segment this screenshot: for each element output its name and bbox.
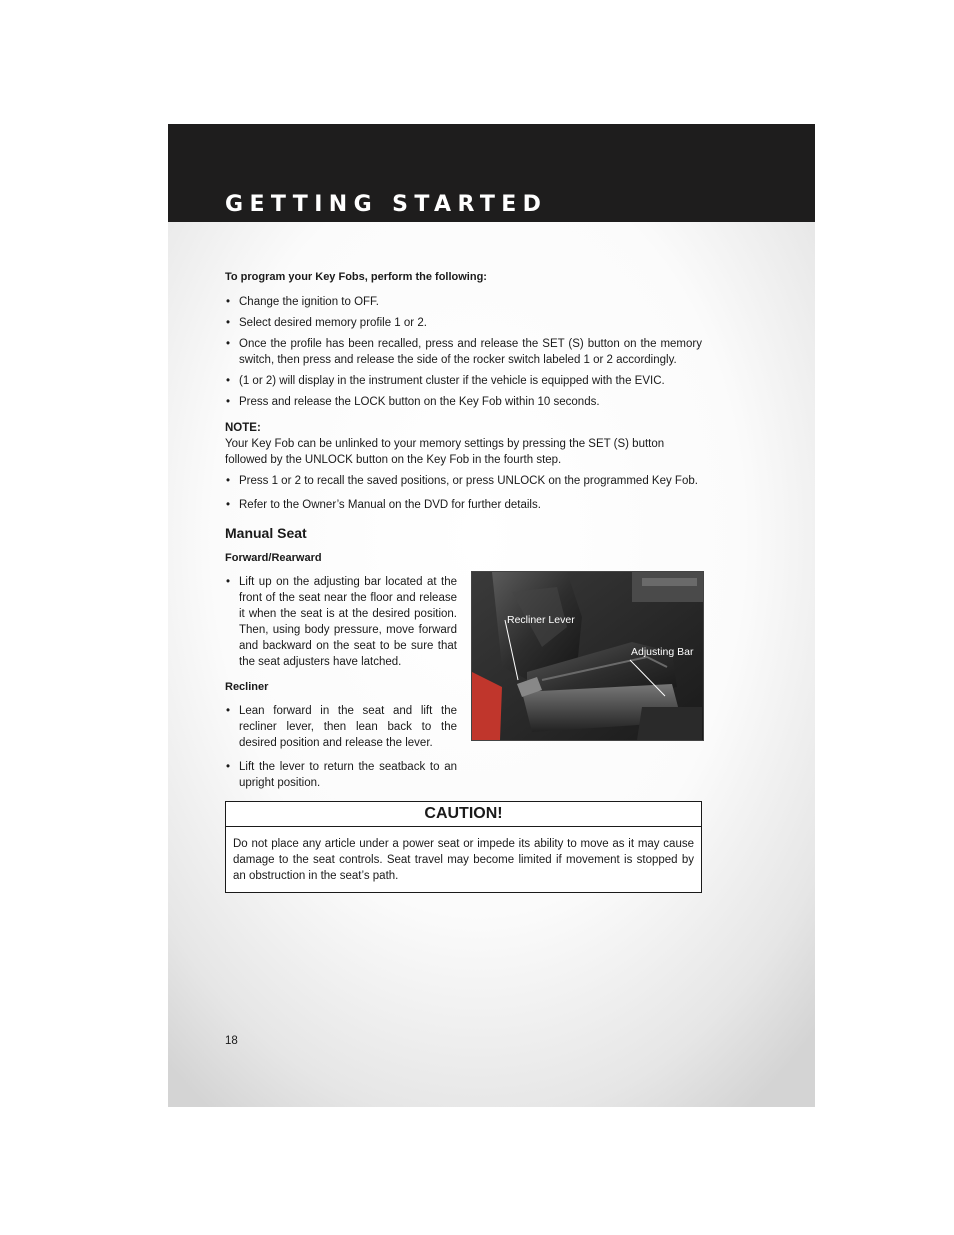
list-item: • Select desired memory profile 1 or 2. xyxy=(225,315,702,331)
section-title: GETTING STARTED xyxy=(225,192,548,217)
adjusting-bar-label: Adjusting Bar xyxy=(631,646,694,658)
list-item: • Press 1 or 2 to recall the saved positions, or press UNLOCK on the programmed Key Fob. xyxy=(225,473,702,489)
key-fob-intro: To program your Key Fobs, perform the following: xyxy=(225,271,487,283)
key-fob-steps xyxy=(225,294,702,410)
key-fob-extra xyxy=(225,473,702,513)
recliner-heading: Recliner xyxy=(225,681,269,693)
note-text: Your Key Fob can be unlinked to your memory settings by pressing the SET (S) button followed by the UNLOCK button on the Key Fob in the fourth step. xyxy=(225,438,665,466)
recliner-lever-label: Recliner Lever xyxy=(507,614,575,626)
forward-rearward-heading: Forward/Rearward xyxy=(225,552,322,564)
list-item: • Press and release the LOCK button on the Key Fob within 10 seconds. xyxy=(225,394,702,410)
list-item: • Refer to the Owner’s Manual on the DVD for further details. xyxy=(225,497,702,513)
manual-seat-section xyxy=(225,574,702,800)
list-item: • Lift the lever to return the seatback to an upright position. xyxy=(225,759,457,791)
seat-photo xyxy=(471,571,704,741)
page-content xyxy=(225,269,702,800)
list-item: • (1 or 2) will display in the instrument cluster if the vehicle is equipped with the EVIC. xyxy=(225,373,702,389)
list-item: • Once the profile has been recalled, press and release the SET (S) button on the memory switch, then press and release the side of the rocker switch labeled 1 or 2 accordingly. xyxy=(225,336,702,368)
forward-items xyxy=(225,574,457,670)
manual-seat-text xyxy=(225,574,457,796)
caution-box xyxy=(225,801,702,893)
note-label: NOTE: xyxy=(225,422,261,434)
list-item: • Lift up on the adjusting bar located at the front of the seat near the floor and release it when the seat is at the desired position. Then, using body pressure, move forward and backward on the seat to be sure that the seat adjusters have latched. xyxy=(225,574,457,670)
caution-title: CAUTION! xyxy=(226,802,701,827)
manual-page xyxy=(168,124,815,1107)
section-header xyxy=(168,124,815,222)
caution-text: Do not place any article under a power seat or impede its ability to move as it may cause damage to the seat controls. Seat travel may become limited if movement is stopped by an obstruction in the seat’s path. xyxy=(233,838,694,882)
manual-seat-title: Manual Seat xyxy=(225,525,307,541)
recliner-items xyxy=(225,703,457,791)
list-item: • Change the ignition to OFF. xyxy=(225,294,702,310)
page-number: 18 xyxy=(225,1035,238,1047)
list-item: • Lean forward in the seat and lift the recliner lever, then lean back to the desired position and release the lever. xyxy=(225,703,457,751)
